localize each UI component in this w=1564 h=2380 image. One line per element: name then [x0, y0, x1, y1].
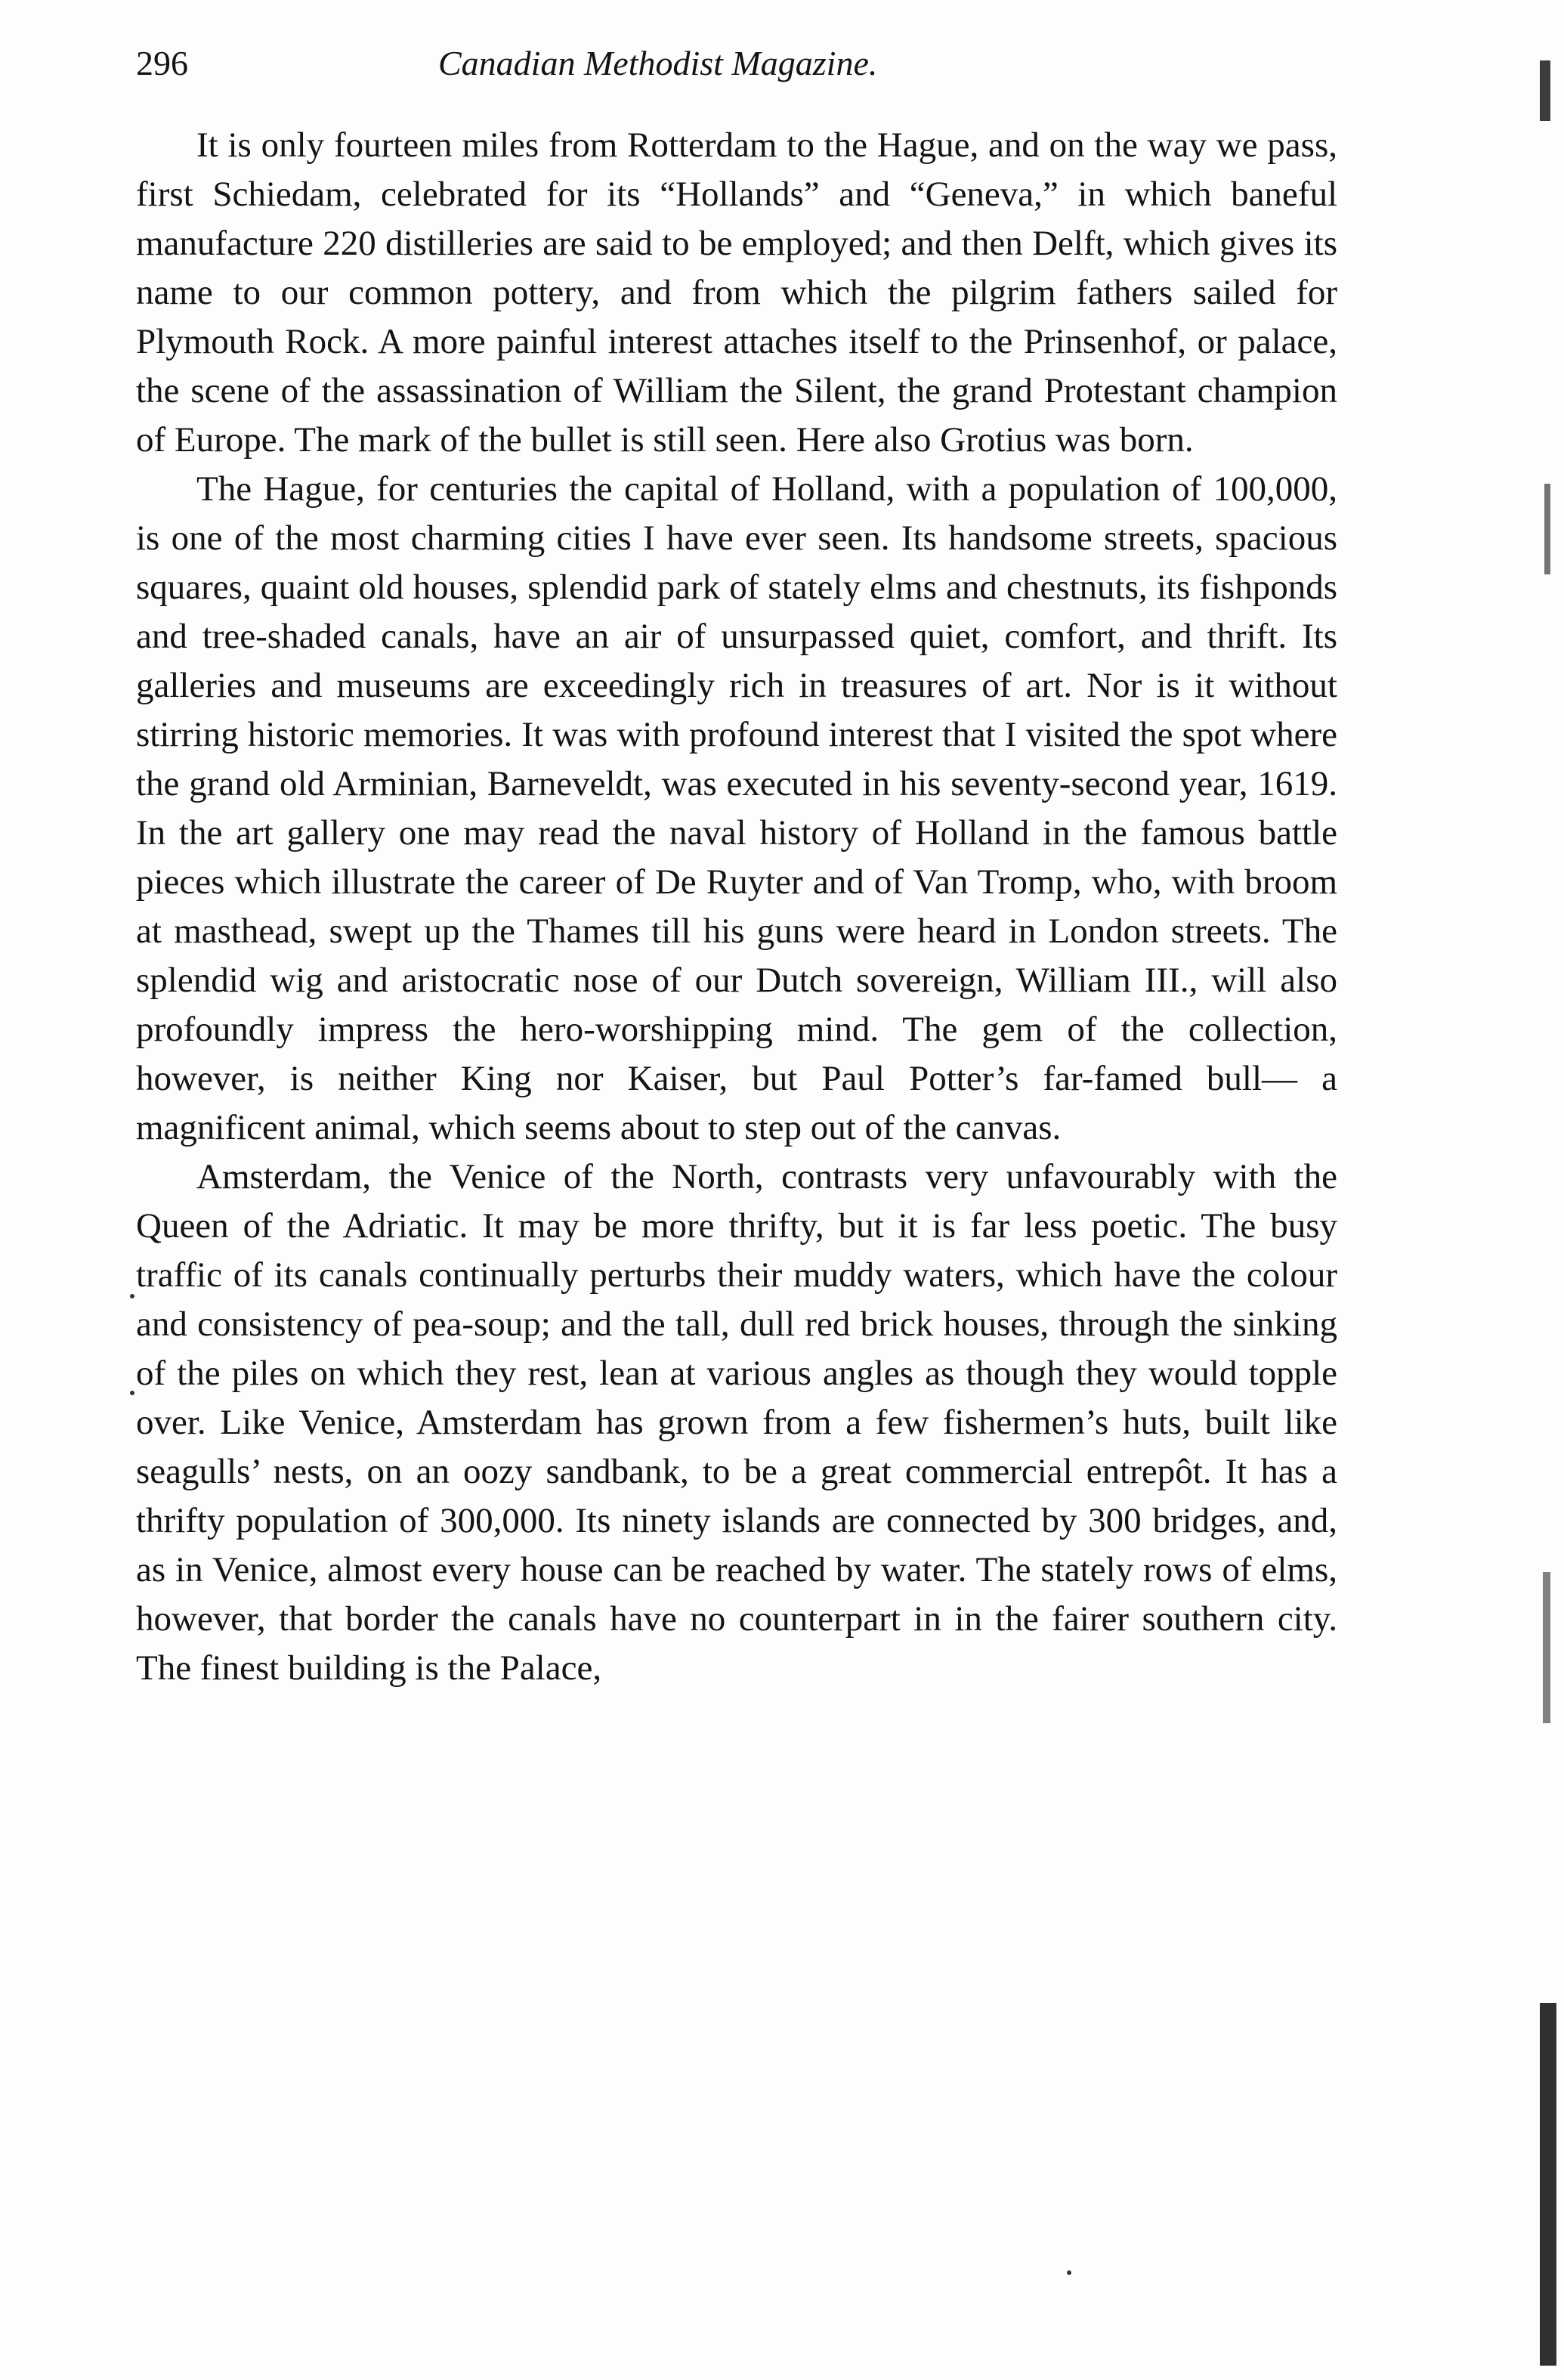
scan-edge-shadow-lower	[1543, 1572, 1550, 1723]
page-number: 296	[136, 44, 188, 82]
scan-edge-shadow-top	[1540, 60, 1550, 121]
paragraph-amsterdam: Amsterdam, the Venice of the North, contrasts very unfavourably with the Queen of the Adriatic. It may be more thrifty, but it is far less poetic. The busy traffic of its canals continually perturbs their muddy waters, which have the colour and consistency of pea-soup; and the tall, dull red brick houses, through the sinking of the piles on which they rest, lean at various angles as though they would topple over. Like Venice, Amsterdam has grown from a few fishermen’s huts, built like seagulls’ nests, on an oozy sandbank, to be a great commercial entrepôt. It has a thrifty population of 300,000. Its ninety islands are connected by 300 bridges, and, as in Venice, almost every house can be reached by water. The stately rows of elms, however, that border the canals have no counterpart in in the fairer southern city. The finest building is the Palace,	[136, 1157, 1337, 1688]
paragraph-rotterdam-to-hague: It is only fourteen miles from Rotterdam to the Hague, and on the way we pass, first Schiedam, celebrated for its “Hollands” and “Geneva,” in which baneful manufacture 220 distilleries are said to be employed; and then Delft, which gives its name to our common pottery, and from which the pilgrim fathers sailed for Plymouth Rock. A more painful interest attaches itself to the Prinsenhof, or palace, the scene of the assassination of William the Silent, the grand Protestant champion of Europe. The mark of the bullet is still seen. Here also Grotius was born.	[136, 125, 1337, 460]
scan-speck	[130, 1391, 134, 1395]
article-body	[136, 121, 1337, 1693]
scan-edge-shadow-middle	[1544, 484, 1550, 574]
paragraph-the-hague: The Hague, for centuries the capital of Holland, with a population of 100,000, is one of the most charming cities I have ever seen. Its handsome streets, spacious squares, quaint old houses, splendid park of stately elms and chestnuts, its fishponds and tree-shaded canals, have an air of unsurpassed quiet, comfort, and thrift. Its galleries and museums are exceedingly rich in treasures of art. Nor is it without stirring historic memories. It was with profound interest that I visited the spot where the grand old Arminian, Barneveldt, was executed in his seventy-second year, 1619. In the art gallery one may read the naval history of Holland in the famous battle pieces which illustrate the career of De Ruyter and of Van Tromp, who, with broom at masthead, swept up the Thames till his guns were heard in London streets. The splendid wig and aristocratic nose of our Dutch sovereign, William III., will also profoundly impress the hero-worshipping mind. The gem of the collection, however, is neither King nor Kaiser, but Paul Potter’s far-famed bull— a magnificent animal, which seems about to step out of the canvas.	[136, 469, 1337, 1147]
page-header	[136, 33, 1337, 94]
running-title: Canadian Methodist Magazine.	[438, 44, 878, 82]
scan-edge-shadow-bottom	[1540, 2003, 1556, 2366]
scan-speck	[130, 1294, 134, 1298]
scan-speck	[1067, 2270, 1071, 2275]
